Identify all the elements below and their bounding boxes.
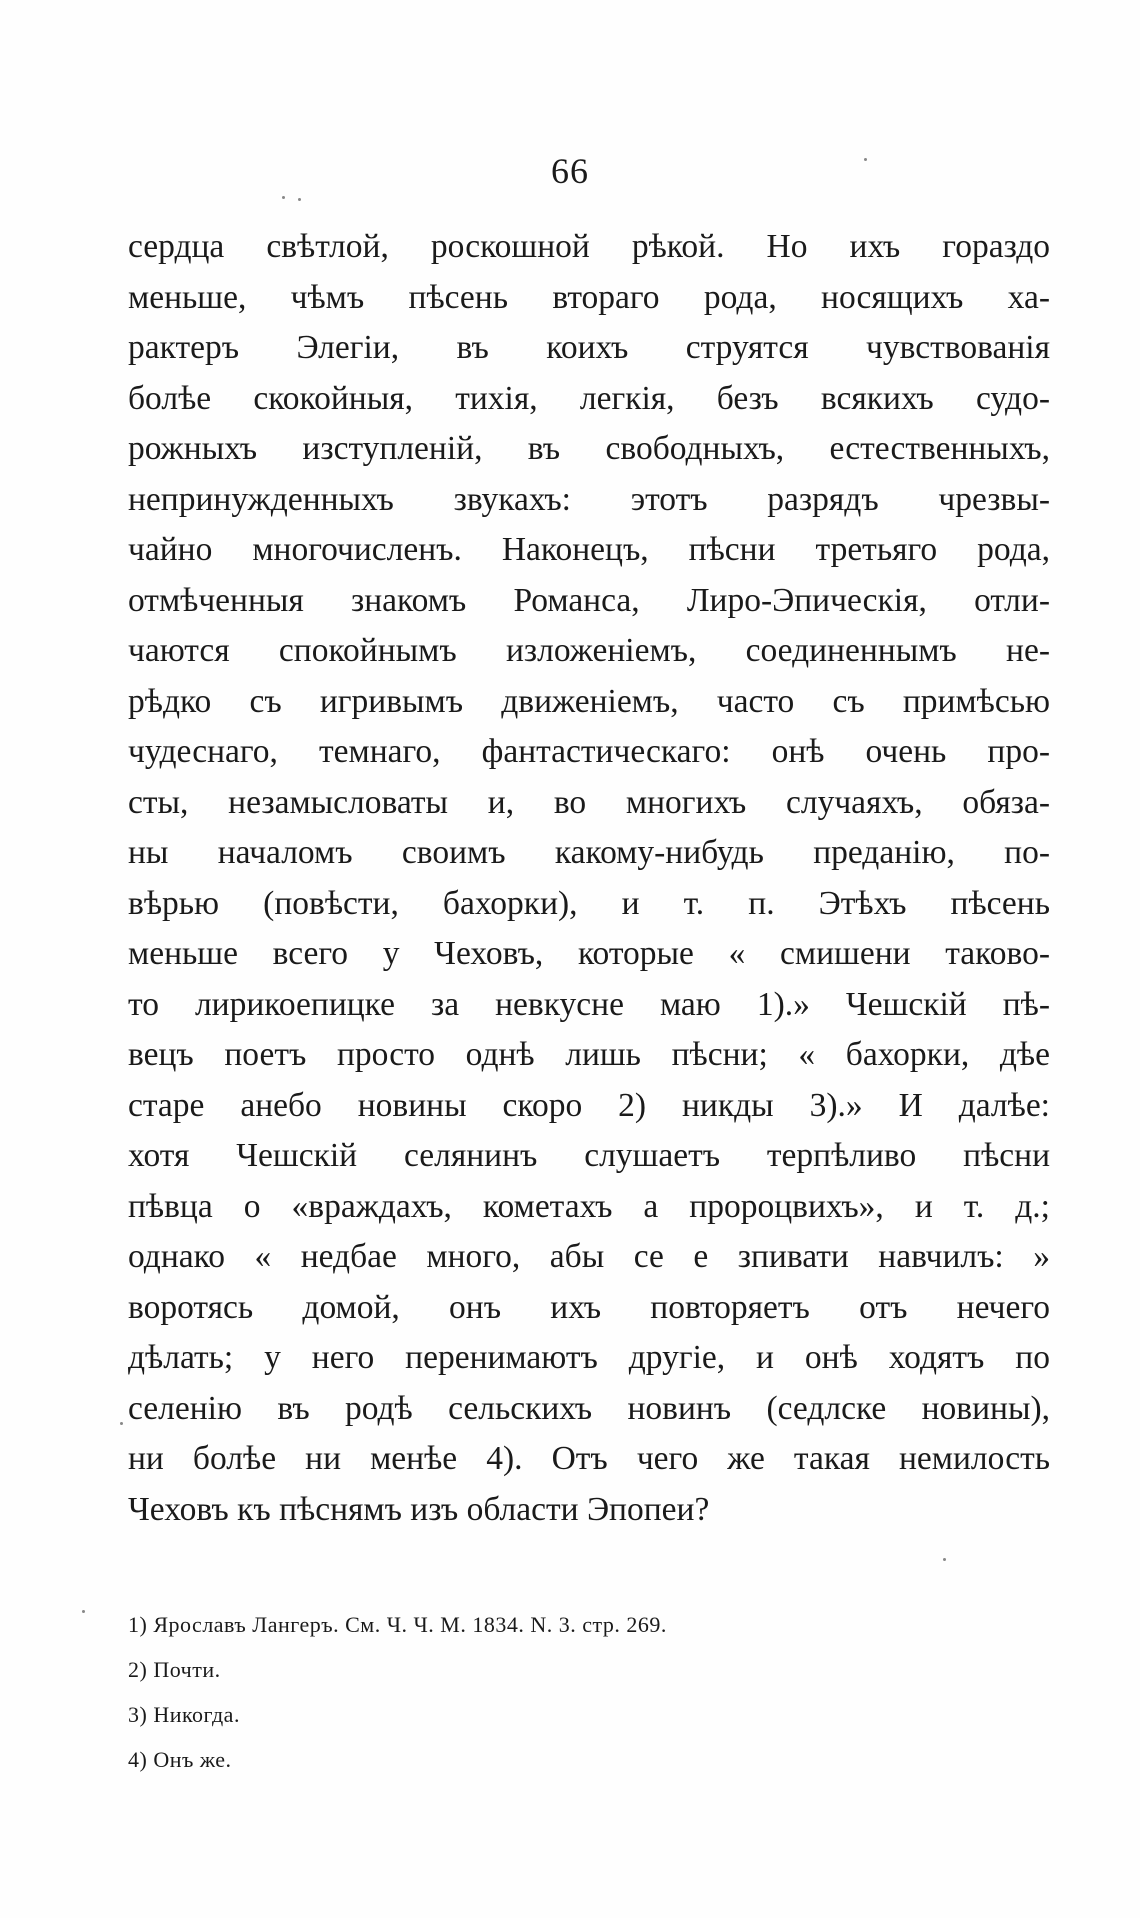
text-line: чаются спокойнымъ изложеніемъ, соединеннымъ не- [128, 632, 1050, 669]
footnote: 4) Онъ же. [128, 1747, 232, 1772]
text-line: меньше, чѣмъ пѣсень втораго рода, носящихъ ха- [128, 278, 1050, 316]
text-line: сердца свѣтлой, роскошной рѣкой. Но ихъ гораздо [128, 228, 1050, 265]
scan-speck [943, 1558, 946, 1561]
text-line: старе анебо новины скоро 2) никды 3).» И далѣе: [128, 1086, 1050, 1124]
text-line: сты, незамысловаты и, во многихъ случаяхъ, обяза- [128, 783, 1050, 821]
text-line: рожныхъ изступленій, въ свободныхъ, естественныхъ, [128, 430, 1050, 467]
text-line: хотя Чешскій селянинъ слушаетъ терпѣливо пѣсни [128, 1137, 1050, 1174]
scan-speck [82, 1610, 85, 1613]
scan-speck [282, 196, 285, 199]
text-line: непринужденныхъ звукахъ: этотъ разрядъ чрезвы- [128, 480, 1050, 518]
footnotes [128, 1602, 1028, 1782]
text-line: вецъ поетъ просто однѣ лишь пѣсни; « бахорки, дѣе [128, 1036, 1050, 1073]
text-line: рактеръ Элегіи, въ коихъ струятся чувствованія [128, 329, 1050, 366]
footnote: 2) Почти. [128, 1657, 221, 1682]
body-text [128, 222, 1050, 1535]
text-line: пѣвца о «враждахъ, кометахъ а пророцвихъ», и т. д.; [128, 1187, 1050, 1225]
text-line: чудеснаго, темнаго, фантастическаго: онѣ очень про- [128, 733, 1050, 770]
text-line: дѣлать; у него перенимаютъ другіе, и онѣ ходятъ по [128, 1339, 1050, 1376]
text-line: воротясь домой, онъ ихъ повторяетъ отъ нечего [128, 1288, 1050, 1326]
text-line: ны началомъ своимъ какому-нибудь преданію, по- [128, 834, 1050, 871]
text-line: вѣрью (повѣсти, бахорки), и т. п. Этѣхъ пѣсень [128, 884, 1050, 922]
text-line: селенію въ родѣ сельскихъ новинъ (седлске новины), [128, 1389, 1050, 1427]
text-line: меньше всего у Чеховъ, которые « смишени таково- [128, 935, 1050, 972]
text-line: то лирикоепицке за невкусне маю 1).» Чешскій пѣ- [128, 985, 1050, 1023]
text-line: отмѣченныя знакомъ Романса, Лиро-Эпическія, отли- [128, 581, 1050, 619]
page-number: 66 [551, 151, 589, 191]
scan-speck [120, 1422, 123, 1425]
scan-speck [864, 158, 867, 161]
footnote: 1) Ярославъ Лангеръ. См. Ч. Ч. М. 1834. N. 3. стр. 269. [128, 1612, 667, 1637]
footnote: 3) Никогда. [128, 1702, 240, 1727]
scan-speck [298, 198, 301, 201]
text-line: чайно многочисленъ. Наконецъ, пѣсни третьяго рода, [128, 531, 1050, 568]
text-line: ни болѣе ни менѣе 4). Отъ чего же такая немилость [128, 1440, 1050, 1477]
text-line: рѣдко съ игривымъ движеніемъ, часто съ примѣсью [128, 682, 1050, 720]
text-line-last: Чеховъ къ пѣснямъ изъ области Эпопеи? [128, 1490, 710, 1528]
text-line: болѣе скокойныя, тихія, легкія, безъ всякихъ судо- [128, 379, 1050, 417]
text-line: однако « недбае много, абы се е зпивати навчилъ: » [128, 1238, 1050, 1275]
